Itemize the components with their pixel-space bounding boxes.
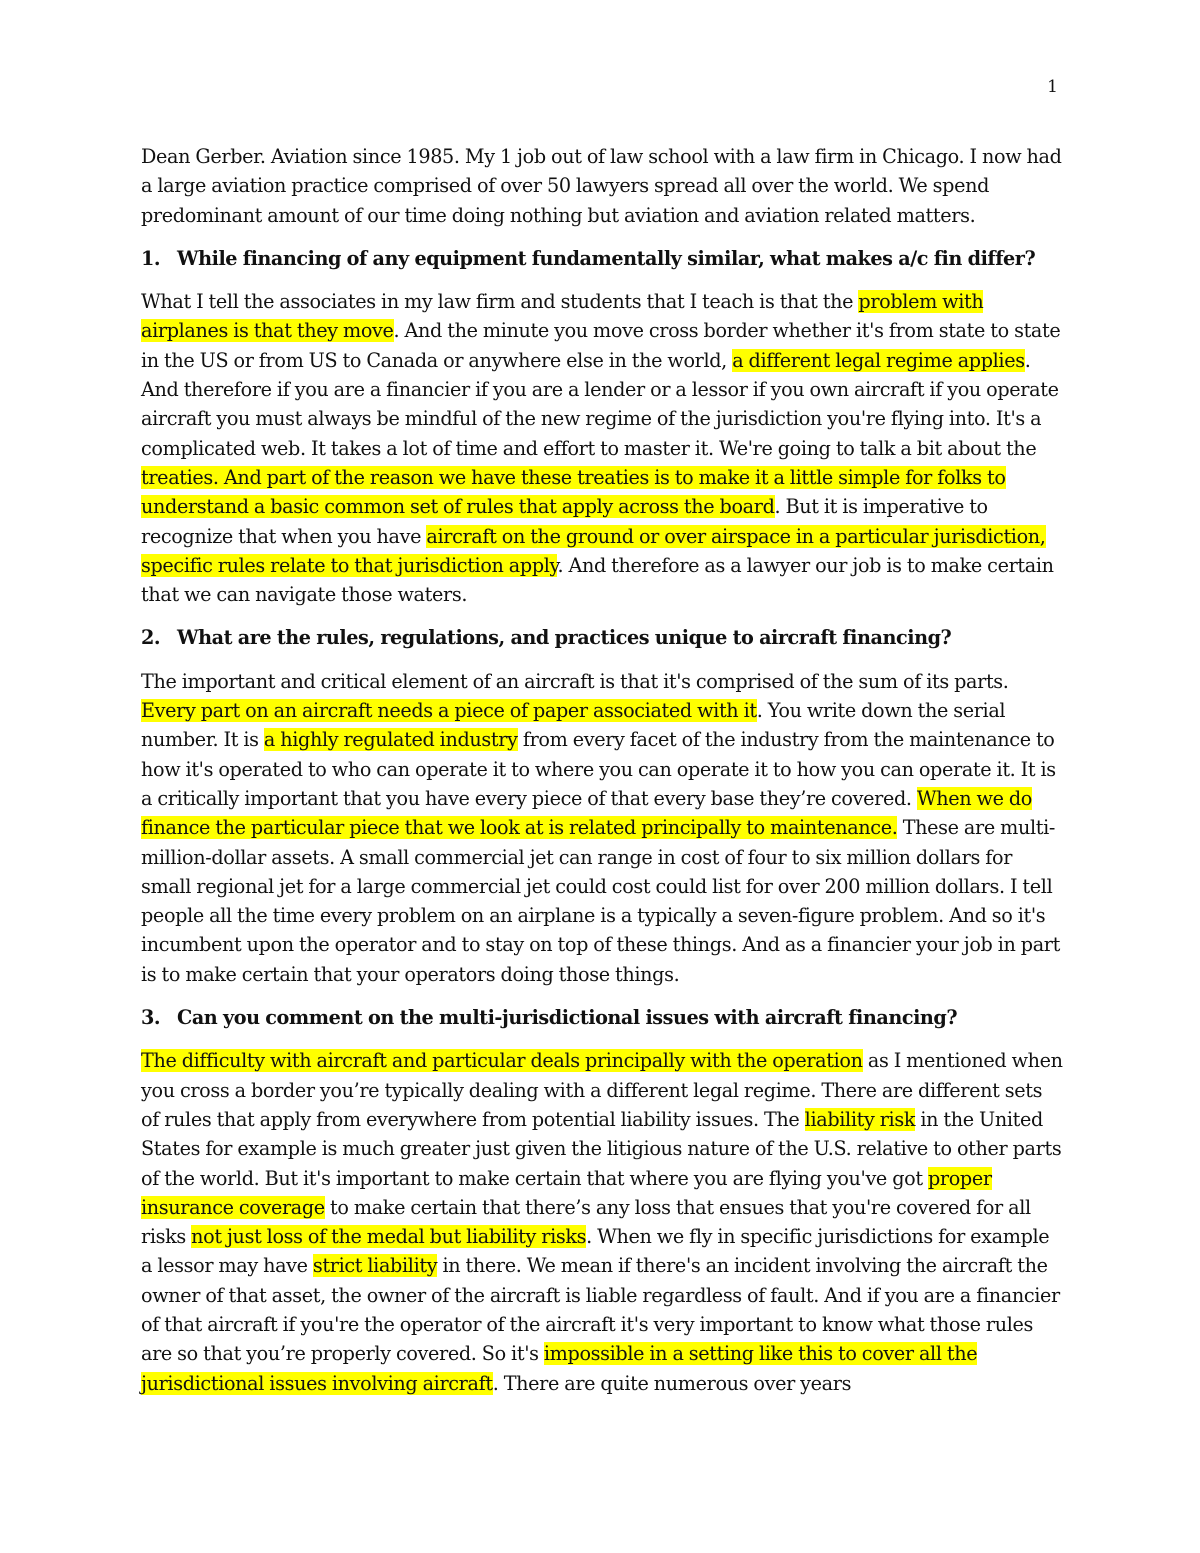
highlighted-text: treaties. And part of the reason we have these treaties is to make it a little simple for folks to understand a basic common set of rules that apply across the board [141, 465, 1006, 519]
highlighted-text: not just loss of the medal but liability risks [191, 1225, 587, 1249]
question-text: What are the rules, regulations, and practices unique to aircraft financing? [177, 626, 952, 650]
answer-text: . You write down the serial number. It is [141, 699, 1006, 752]
document-body [141, 142, 1065, 1412]
answer-text: The important and critical element of an aircraft is that it's comprised of the sum of its parts. [141, 669, 1009, 693]
answer-text: . And therefore if you are a financier if you are a lender or a lessor if you own aircraft if you operate aircraft you must always be mindful of the new regime of the jurisdiction you're flying into. It's a complicated web. It takes a lot of time and effort to master it. We're going to talk a bit about the [141, 348, 1059, 460]
answer-text: . And the minute you move cross border whether it's from state to state in the US or from US to Canada or anywhere else in the world, [141, 319, 1061, 372]
question-number: 3. [141, 1006, 161, 1030]
intro-paragraph: Dean Gerber. Aviation since 1985. My 1 job out of law school with a law firm in Chicago. I now had a large aviation practice comprised of over 50 lawyers spread all over the world. We spend predominant amount of our time doing nothing but aviation and aviation related matters. [141, 145, 1062, 227]
highlighted-text: proper insurance coverage [141, 1166, 992, 1219]
highlighted-text: a highly regulated industry [263, 728, 518, 752]
answer-text: to make certain that there’s any loss that ensues that you're covered for all risks [141, 1195, 1031, 1249]
question-heading-2 [141, 623, 1065, 652]
highlighted-text: a different legal regime applies [732, 348, 1025, 372]
answer-text: from every facet of the industry from the maintenance to how it's operated to who can operate it to where you can operate it to how you can operate it. It is a critically important that you have every piece of that every base they’re covered. [141, 728, 1056, 810]
highlighted-text: impossible in a setting like this to cover all the jurisdictional issues involving aircraft [141, 1342, 978, 1395]
page-number: 1 [1047, 77, 1058, 97]
highlighted-text: problem with airplanes is that they move [141, 290, 984, 343]
answer-text: . When we fly in specific jurisdictions for example a lessor may have [141, 1225, 1050, 1278]
answer-text: . And therefore as a lawyer our job is to make certain that we can navigate those waters. [141, 553, 1054, 607]
highlighted-text: strict liability [312, 1254, 438, 1278]
answer-paragraph-3 [141, 1046, 1065, 1398]
answer-text: What I tell the associates in my law firm and students that I teach is that the [141, 290, 859, 314]
answer-text: . But it is imperative to recognize that when you have [141, 495, 988, 548]
question-text: Can you comment on the multi-jurisdictional issues with aircraft financing? [177, 1006, 958, 1030]
question-text: While financing of any equipment fundamentally similar, what makes a/c fin differ? [177, 246, 1036, 270]
highlighted-text: When we do finance the particular piece that we look at is related principally to maintenance. [141, 786, 1032, 840]
answer-text: These are multi-million-dollar assets. A small commercial jet can range in cost of four to six million dollars for small regional jet for a large commercial jet could cost could list for over 200 million dollars. I tell people all the time every problem on an airplane is a typically a seven-figure problem. And so it's incumbent upon the operator and to stay on top of these things. And as a financier your job in part is to make certain that your operators doing those things. [141, 816, 1060, 986]
highlighted-text: Every part on an aircraft needs a piece of paper associated with it [141, 699, 757, 723]
answer-paragraph-2 [141, 667, 1065, 989]
answer-text: as I mentioned when you cross a border you’re typically dealing with a different legal regime. There are different sets of rules that apply from everywhere from potential liability issues. The [141, 1049, 1063, 1131]
question-number: 1. [141, 246, 161, 270]
answer-paragraph-1 [141, 287, 1065, 609]
highlighted-text: liability risk [804, 1107, 916, 1131]
answer-text: in there. We mean if there's an incident involving the aircraft the owner of that asset, the owner of the aircraft is liable regardless of fault. And if you are a financier of that aircraft if you're the operator of the aircraft it's very important to know what those rules are so that you’re properly covered. So it's [141, 1254, 1060, 1366]
highlighted-text: aircraft on the ground or over airspace in a particular jurisdiction, specific rules relate to that jurisdiction apply [141, 524, 1046, 577]
question-heading-1 [141, 244, 1065, 273]
question-heading-3 [141, 1003, 1065, 1032]
answer-text: in the United States for example is much greater just given the litigious nature of the U.S. relative to other parts of the world. But it's important to make certain that where you are flying you've got [141, 1107, 1062, 1190]
question-number: 2. [141, 626, 161, 650]
answer-text: . There are quite numerous over years [492, 1371, 852, 1395]
highlighted-text: The difficulty with aircraft and particular deals principally with the operation [141, 1049, 863, 1073]
